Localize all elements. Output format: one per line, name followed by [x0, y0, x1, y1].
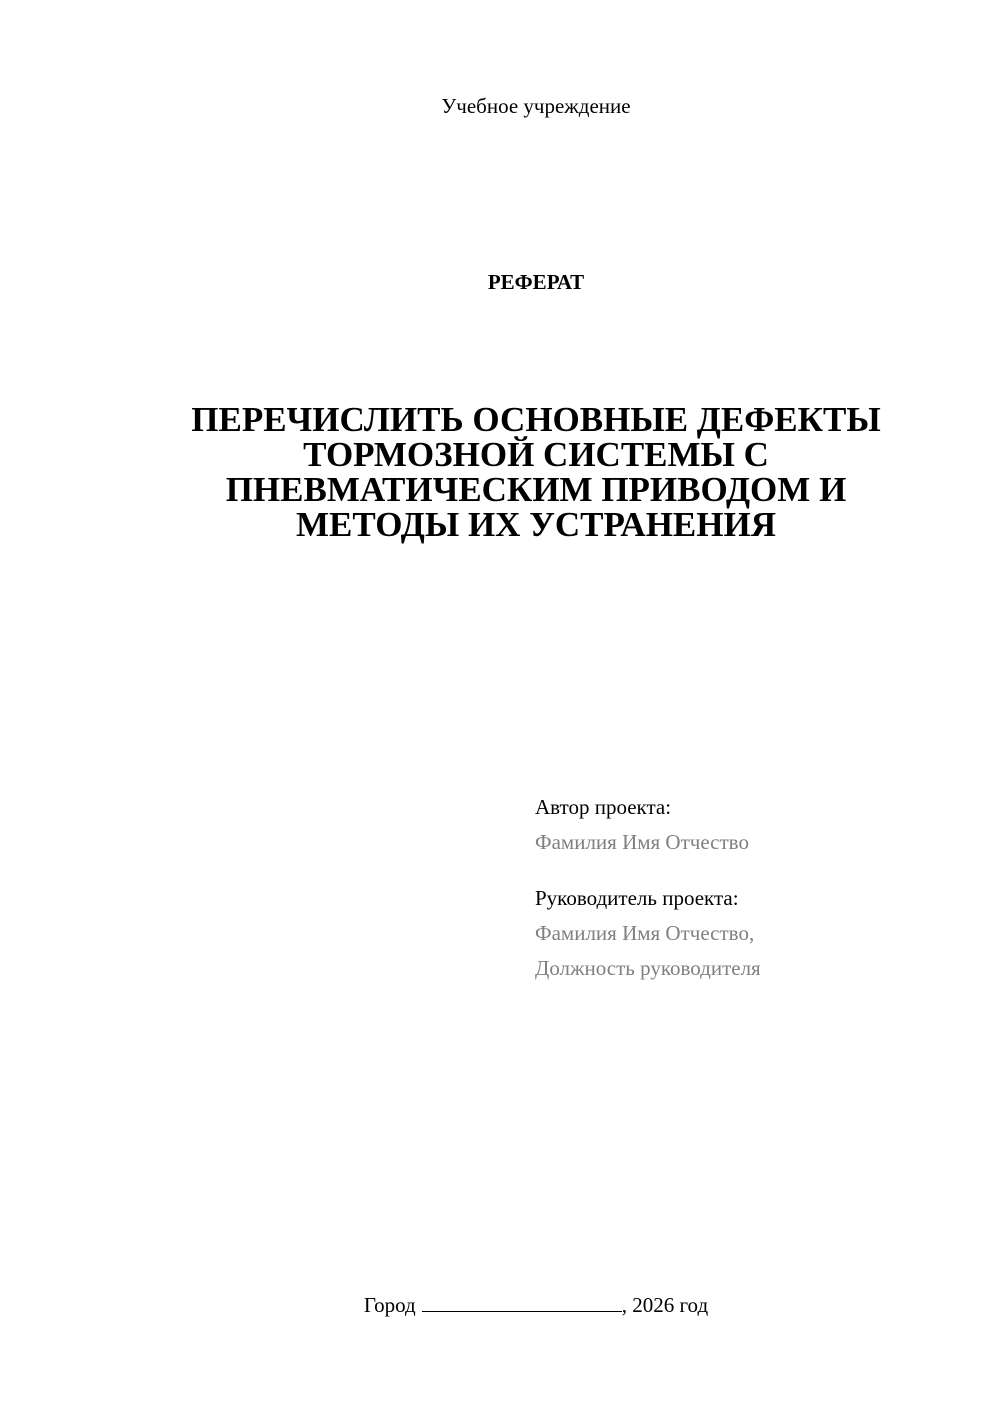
institution-name: Учебное учреждение	[441, 94, 631, 118]
document-title	[130, 402, 942, 542]
title-line: ПЕРЕЧИСЛИТЬ ОСНОВНЫЕ ДЕФЕКТЫ	[191, 400, 881, 439]
title-line: ТОРМОЗНОЙ СИСТЕМЫ С	[303, 435, 769, 474]
title-line: ПНЕВМАТИЧЕСКИМ ПРИВОДОМ И	[225, 470, 847, 509]
credits-block	[535, 790, 975, 986]
city-label: Город	[363, 1293, 416, 1317]
supervisor-name: Фамилия Имя Отчество,	[535, 921, 755, 945]
title-line: МЕТОДЫ ИХ УСТРАНЕНИЯ	[296, 505, 776, 544]
credits-spacer	[535, 860, 975, 881]
supervisor-position: Должность руководителя	[535, 956, 761, 980]
year-text: , 2026 год	[621, 1293, 709, 1317]
author-name: Фамилия Имя Отчество	[535, 830, 749, 854]
document-type: РЕФЕРАТ	[487, 270, 585, 294]
supervisor-label: Руководитель проекта:	[535, 886, 739, 910]
author-label: Автор проекта:	[535, 795, 672, 819]
footer-city-year	[0, 1291, 1000, 1319]
city-blank-line	[422, 1293, 622, 1312]
